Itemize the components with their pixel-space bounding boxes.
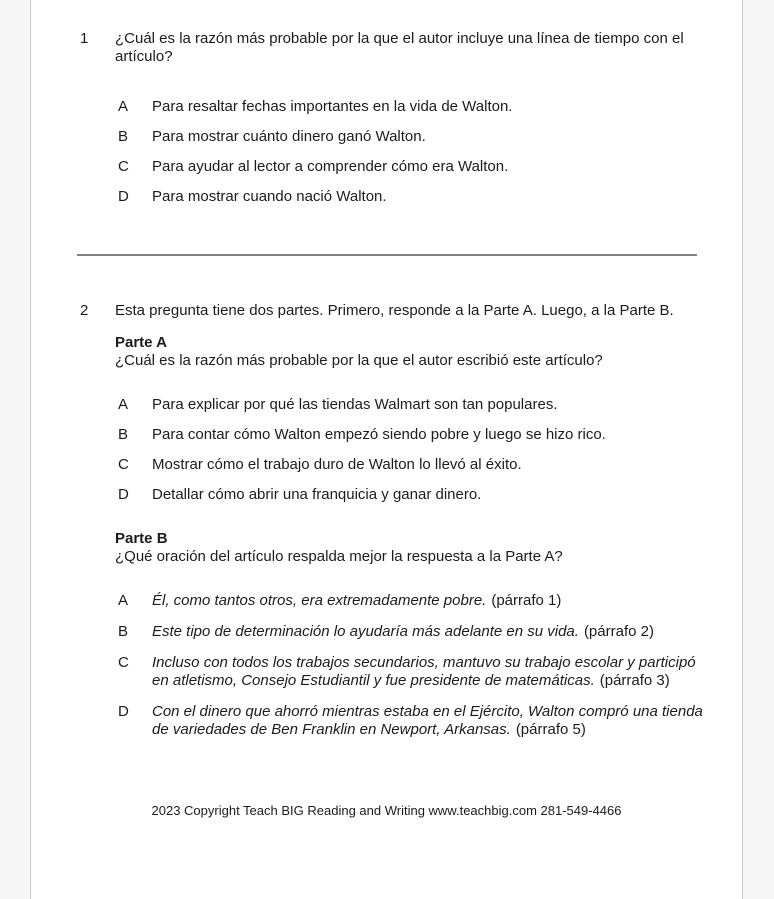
question-1-options (118, 98, 742, 206)
paragraph-citation: (párrafo 3) (599, 672, 670, 689)
option-letter: C (118, 158, 129, 175)
paragraph-citation: (párrafo 5) (515, 721, 586, 738)
question-1-option-d (118, 188, 742, 206)
option-text (152, 654, 708, 690)
option-text (152, 623, 654, 641)
part-b-option-c (118, 654, 742, 690)
question-1-option-a (118, 98, 742, 116)
question-1 (31, 0, 742, 206)
question-2 (31, 302, 742, 739)
option-text (152, 592, 561, 610)
question-1-option-c (118, 158, 742, 176)
option-text: Para resaltar fechas importantes en la vida de Walton. (152, 98, 513, 115)
quoted-sentence: Él, como tantos otros, era extremadamente pobre. (152, 592, 487, 609)
part-b-question: ¿Qué oración del artículo respalda mejor la respuesta a la Parte A? (115, 548, 563, 565)
question-1-prompt: ¿Cuál es la razón más probable por la que el autor incluye una línea de tiempo con el artículo? (115, 30, 684, 65)
question-2-part-a (115, 334, 742, 504)
part-a-options (118, 396, 742, 504)
part-a-label: Parte A (115, 334, 167, 351)
worksheet-page (30, 0, 743, 899)
option-letter: A (118, 98, 129, 115)
part-a-option-a (118, 396, 742, 414)
question-2-prompt: Esta pregunta tiene dos partes. Primero, responde a la Parte A. Luego, a la Parte B. (115, 302, 674, 319)
part-b-options (118, 592, 742, 739)
paragraph-citation: (párrafo 1) (491, 592, 562, 609)
section-divider (77, 254, 697, 256)
option-letter: D (118, 188, 129, 205)
option-letter: C (118, 456, 129, 473)
part-b-option-a (118, 592, 742, 610)
quoted-sentence: Incluso con todos los trabajos secundarios, mantuvo su trabajo escolar y participó en atletismo, Consejo Estudiantil y fue presidente de matemáticas. (152, 654, 696, 689)
option-letter: D (118, 703, 129, 720)
quoted-sentence: Con el dinero que ahorró mientras estaba en el Ejército, Walton compró una tienda de variedades de Ben Franklin en Newport, Arkansas. (152, 703, 703, 738)
question-1-option-b (118, 128, 742, 146)
option-text: Para mostrar cuánto dinero ganó Walton. (152, 128, 426, 145)
option-text: Para explicar por qué las tiendas Walmart son tan populares. (152, 396, 558, 413)
option-text: Para mostrar cuando nació Walton. (152, 188, 387, 205)
question-1-number: 1 (80, 30, 89, 47)
part-a-option-d (118, 486, 742, 504)
part-b-option-d (118, 703, 742, 739)
copyright-footer: 2023 Copyright Teach BIG Reading and Writing www.teachbig.com 281-549-4466 (151, 803, 622, 818)
option-letter: D (118, 486, 129, 503)
option-letter: B (118, 128, 129, 145)
option-letter: B (118, 426, 129, 443)
option-letter: C (118, 654, 129, 671)
question-2-number: 2 (80, 302, 89, 319)
part-a-question: ¿Cuál es la razón más probable por la que el autor escribió este artículo? (115, 352, 603, 369)
part-a-option-c (118, 456, 742, 474)
question-2-prompt-row (31, 302, 742, 320)
option-text: Para contar cómo Walton empezó siendo pobre y luego se hizo rico. (152, 426, 606, 443)
part-b-option-b (118, 623, 742, 641)
question-1-prompt-row (31, 0, 742, 66)
paragraph-citation: (párrafo 2) (583, 623, 654, 640)
part-a-option-b (118, 426, 742, 444)
option-letter: B (118, 623, 129, 640)
option-letter: A (118, 592, 129, 609)
quoted-sentence: Este tipo de determinación lo ayudaría más adelante en su vida. (152, 623, 579, 640)
option-text: Para ayudar al lector a comprender cómo era Walton. (152, 158, 509, 175)
option-letter: A (118, 396, 129, 413)
page-content (31, 0, 742, 899)
part-b-label: Parte B (115, 530, 168, 547)
question-2-part-b (115, 530, 742, 739)
option-text: Mostrar cómo el trabajo duro de Walton lo llevó al éxito. (152, 456, 522, 473)
option-text: Detallar cómo abrir una franquicia y ganar dinero. (152, 486, 482, 503)
option-text (152, 703, 708, 739)
